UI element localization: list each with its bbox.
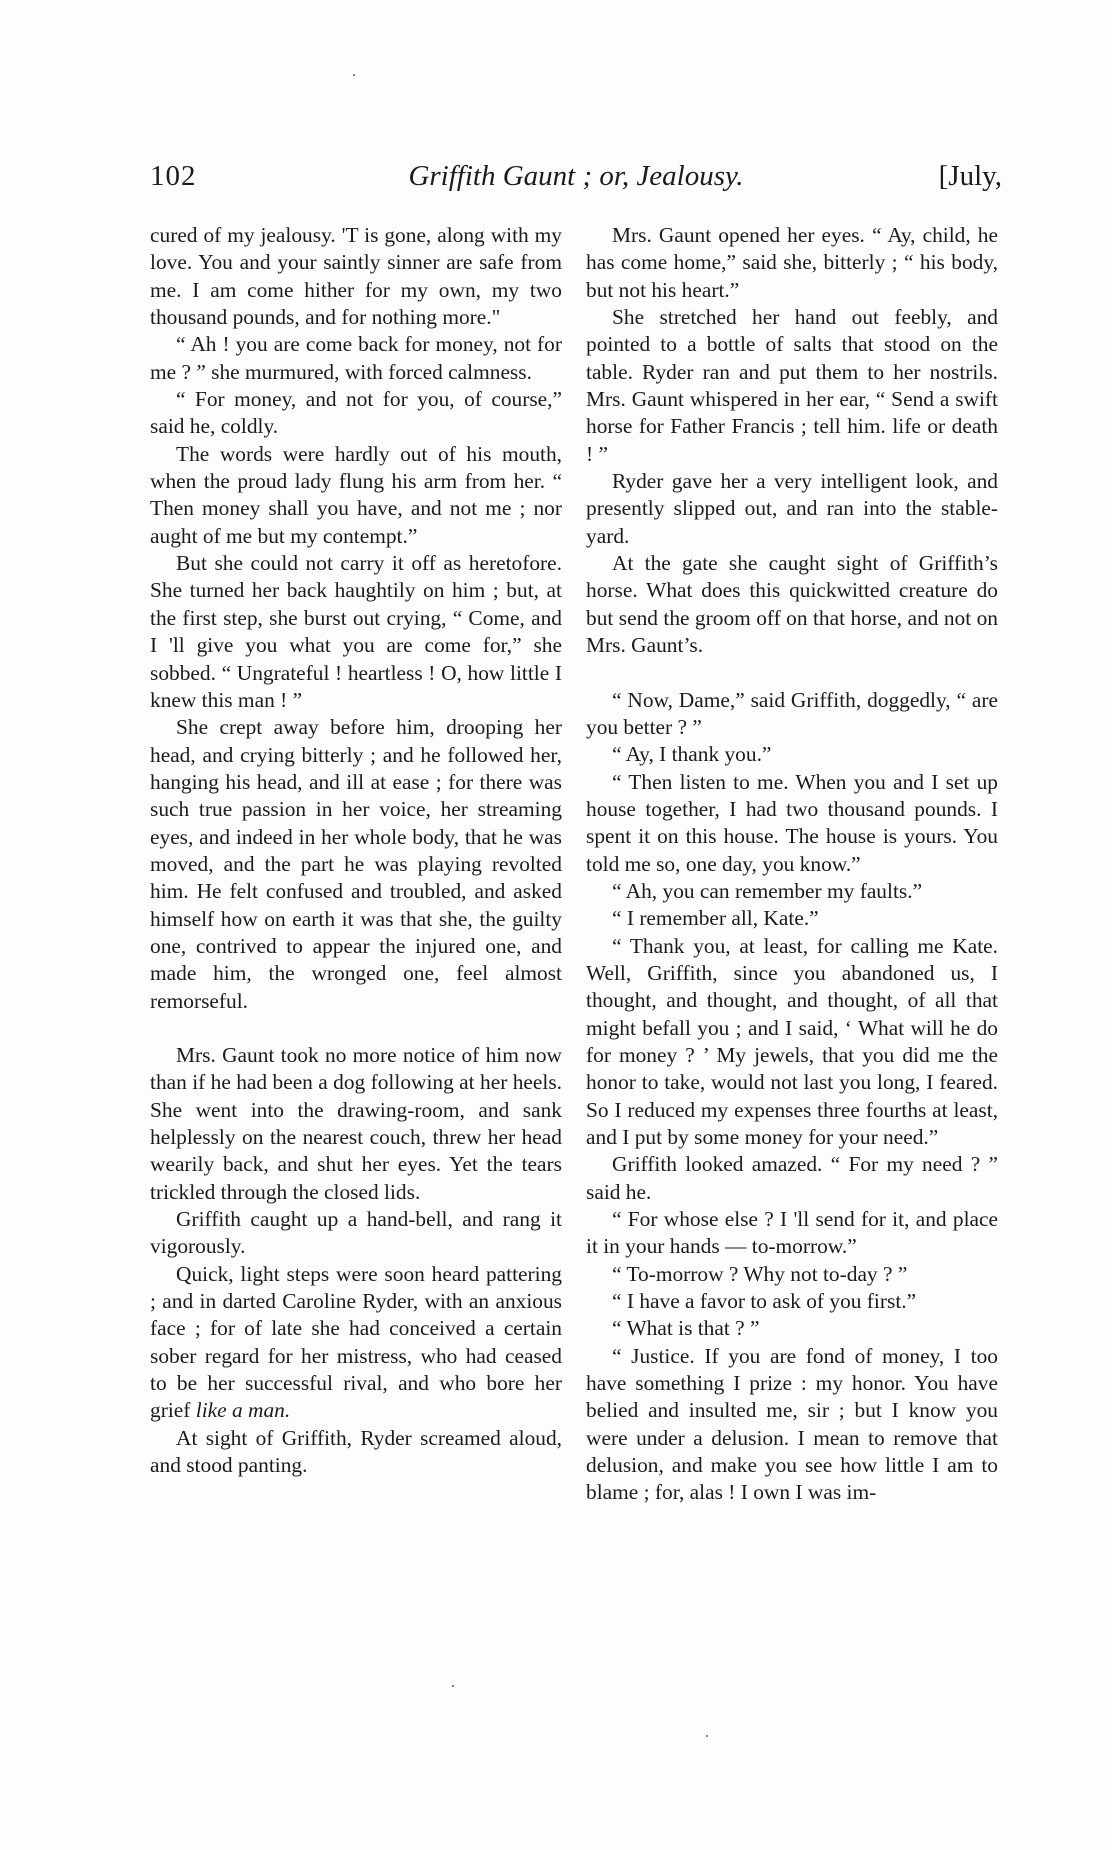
running-title: Griffith Gaunt ; or, Jealousy. [408,160,744,192]
page-speck [452,1685,454,1687]
paragraph: “ For money, and not for you, of course,” said he, coldly. [150,387,562,439]
right-column [586,222,998,1507]
paragraph: Griffith caught up a hand-bell, and rang it vigorously. [150,1207,562,1259]
paragraph: “ Now, Dame,” said Griffith, doggedly, “ are you better ? ” [586,687,998,739]
page-number: 102 [150,160,197,192]
paragraph: “ Ah ! you are come back for money, not for me ? ” she murmured, with forced calmness. [150,332,562,384]
paragraph: Griffith looked amazed. “ For my need ? ” said he. [586,1152,998,1204]
paragraph: She crept away before him, drooping her head, and crying bitterly ; and he followed her, hanging his head, and ill at ease ; for there was such true passion in her voice, her streaming eyes, and indeed in her whole body, that he was moved, and the part he was playing revolted him. He felt confused and troubled, and asked himself how on earth it was that she, the guilty one, contrived to appear the injured one, and made him, the wronged one, feel almost remorseful. [150,715,562,1013]
paragraph-text: Quick, light steps were soon heard pattering ; and in darted Caroline Ryder, with an anxious face ; for of late she had conceived a certain sober regard for her mistress, who had ceased to be her successful rival, and who bore her grief [150,1261,562,1423]
paragraph: Mrs. Gaunt took no more notice of him now than if he had been a dog following at her heels. She went into the drawing-room, and sank helplessly on the nearest couch, threw her head wearily back, and shut her eyes. Yet the tears trickled through the closed lids. [150,1042,562,1204]
section-break [586,660,998,687]
paragraph: “ Ah, you can remember my faults.” [612,878,923,903]
paragraph: “ I have a favor to ask of you first.” [612,1289,917,1314]
issue-month: [July, [938,160,1002,192]
paragraph: The words were hardly out of his mouth, when the proud lady flung his arm from her. “ Then money shall you have, and not me ; nor aught of me but my contempt.” [150,441,562,548]
paragraph: “ For whose else ? I 'll send for it, and place it in your hands — to-morrow.” [586,1207,998,1259]
paragraph [150,1261,562,1425]
paragraph: “ I remember all, Kate.” [612,906,819,931]
paragraph: Ryder gave her a very intelligent look, and presently slipped out, and ran into the stable-yard. [586,469,998,548]
paragraph: At sight of Griffith, Ryder screamed aloud, and stood panting. [150,1425,562,1478]
italic-phrase: like a man. [195,1398,291,1423]
paragraph: But she could not carry it off as heretofore. She turned her back haughtily on him ; but, at the first step, she burst out crying, “ Come, and I 'll give you what you are come for,” she sobbed. “ Ungrateful ! heartless ! O, how little I knew this man ! ” [150,551,562,712]
paragraph: cured of my jealousy. 'T is gone, along with my love. You and your saintly sinner are safe from me. I am come hither for my own, my two thousand pounds, and for nothing more." [150,223,562,330]
section-break [150,1015,562,1042]
paragraph: She stretched her hand out feebly, and pointed to a bottle of salts that stood on the table. Ryder ran and put them to her nostrils. Mrs. Gaunt whispered in her ear, “ Send a swift horse for Father Francis ; tell him. life or death ! ” [586,305,998,466]
paragraph: Mrs. Gaunt opened her eyes. “ Ay, child, he has come home,” said she, bitterly ; “ his body, but not his heart.” [586,223,998,302]
page-speck [706,1735,708,1737]
paragraph: “ Thank you, at least, for calling me Kate. Well, Griffith, since you abandoned us, I thought, and thought, and thought, of all that might befall you ; and I said, ‘ What will he do for money ? ’ My jewels, that you did me the honor to take, would not last you long, I feared. So I reduced my expenses three fourths at least, and I put by some money for your need.” [586,933,998,1149]
paragraph: “ Then listen to me. When you and I set up house together, I had two thousand pounds. I spent it on this house. The house is yours. You told me so, one day, you know.” [586,769,998,876]
left-column [150,222,562,1479]
paragraph: “ Ay, I thank you.” [612,742,772,767]
running-header [150,160,1002,196]
page-speck [353,74,355,76]
paragraph: “ Justice. If you are fond of money, I too have something I prize : my honor. You have belied and insulted me, sir ; but I know you were under a delusion. I mean to remove that delusion, and make you see how little I am to blame ; for, alas ! I own I was im- [586,1343,998,1505]
paragraph: “ To-morrow ? Why not to-day ? ” [612,1261,908,1286]
paragraph: At the gate she caught sight of Griffith’s horse. What does this quickwitted creature do but send the groom off on that horse, and not on Mrs. Gaunt’s. [586,551,998,658]
paragraph: “ What is that ? ” [612,1316,760,1341]
